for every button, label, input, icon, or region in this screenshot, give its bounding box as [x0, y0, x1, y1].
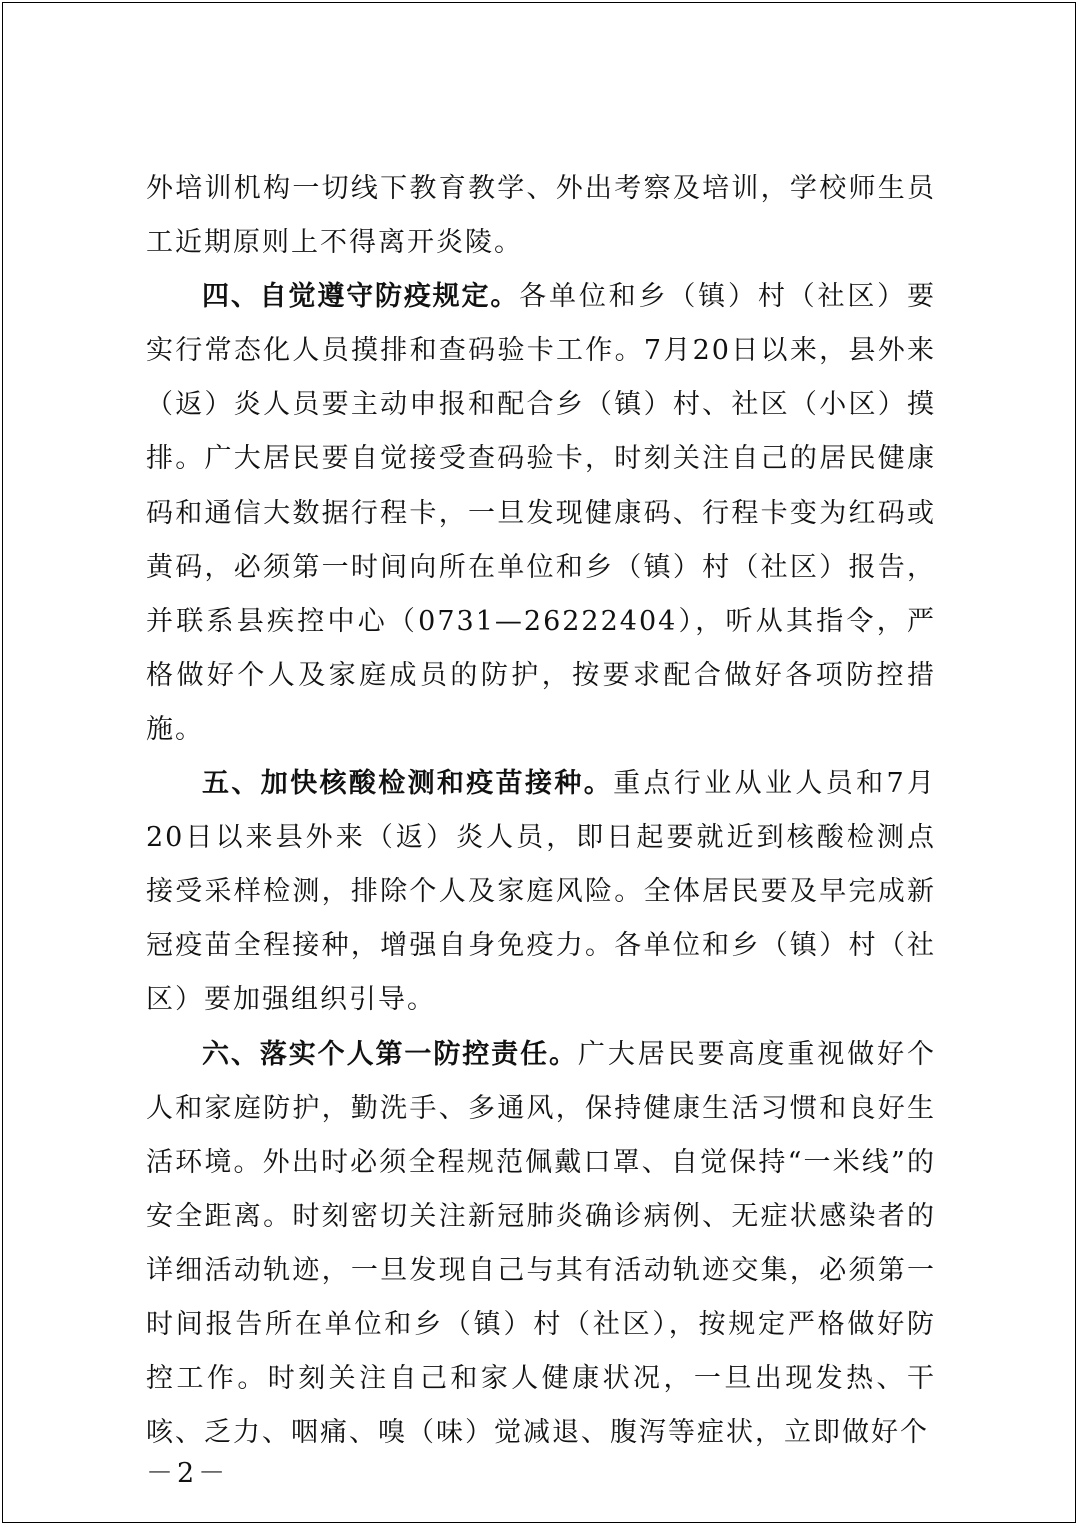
- paragraph-continuation: [146, 162, 936, 270]
- document-body: [146, 162, 936, 1460]
- paragraph-section-5: [146, 757, 936, 1027]
- paragraph-section-4: [146, 270, 936, 757]
- paragraph-text: 外培训机构一切线下教育教学、外出考察及培训，学校师生员工近期原则上不得离开炎陵。: [146, 173, 936, 259]
- section-heading: 六、落实个人第一防控责任。: [202, 1038, 578, 1070]
- paragraph-section-6: [146, 1028, 936, 1461]
- paragraph-text: 重点行业从业人员和7月20日以来县外来（返）炎人员，即日起要就近到核酸检测点接受采样检测，排除个人及家庭风险。全体居民要及早完成新冠疫苗全程接种，增强自身免疫力。各单位和乡（镇）村（社区）要加强组织引导。: [146, 768, 936, 1016]
- section-heading: 五、加快核酸检测和疫苗接种。: [202, 768, 614, 800]
- page-number: －2－: [146, 1458, 230, 1489]
- paragraph-text: 广大居民要高度重视做好个人和家庭防护，勤洗手、多通风，保持健康生活习惯和良好生活环境。外出时必须全程规范佩戴口罩、自觉保持“一米线”的安全距离。时刻密切关注新冠肺炎确诊病例、无症状感染者的详细活动轨迹，一旦发现自己与其有活动轨迹交集，必须第一时间报告所在单位和乡（镇）村（社区），按规定严格做好防控工作。时刻关注自己和家人健康状况，一旦出现发热、干咳、乏力、咽痛、嗅（味）觉减退、腹泻等症状，立即做好个: [146, 1038, 937, 1449]
- section-heading: 四、自觉遵守防疫规定。: [202, 281, 520, 313]
- paragraph-text: 各单位和乡（镇）村（社区）要实行常态化人员摸排和查码验卡工作。7月20日以来，县外来（返）炎人员要主动申报和配合乡（镇）村、社区（小区）摸排。广大居民要自觉接受查码验卡，时刻关注自己的居民健康码和通信大数据行程卡，一旦发现健康码、行程卡变为红码或黄码，必须第一时间向所在单位和乡（镇）村（社区）报告，并联系县疾控中心（0731—26222404），听从其指令，严格做好个人及家庭成员的防护，按要求配合做好各项防控措施。: [146, 281, 937, 745]
